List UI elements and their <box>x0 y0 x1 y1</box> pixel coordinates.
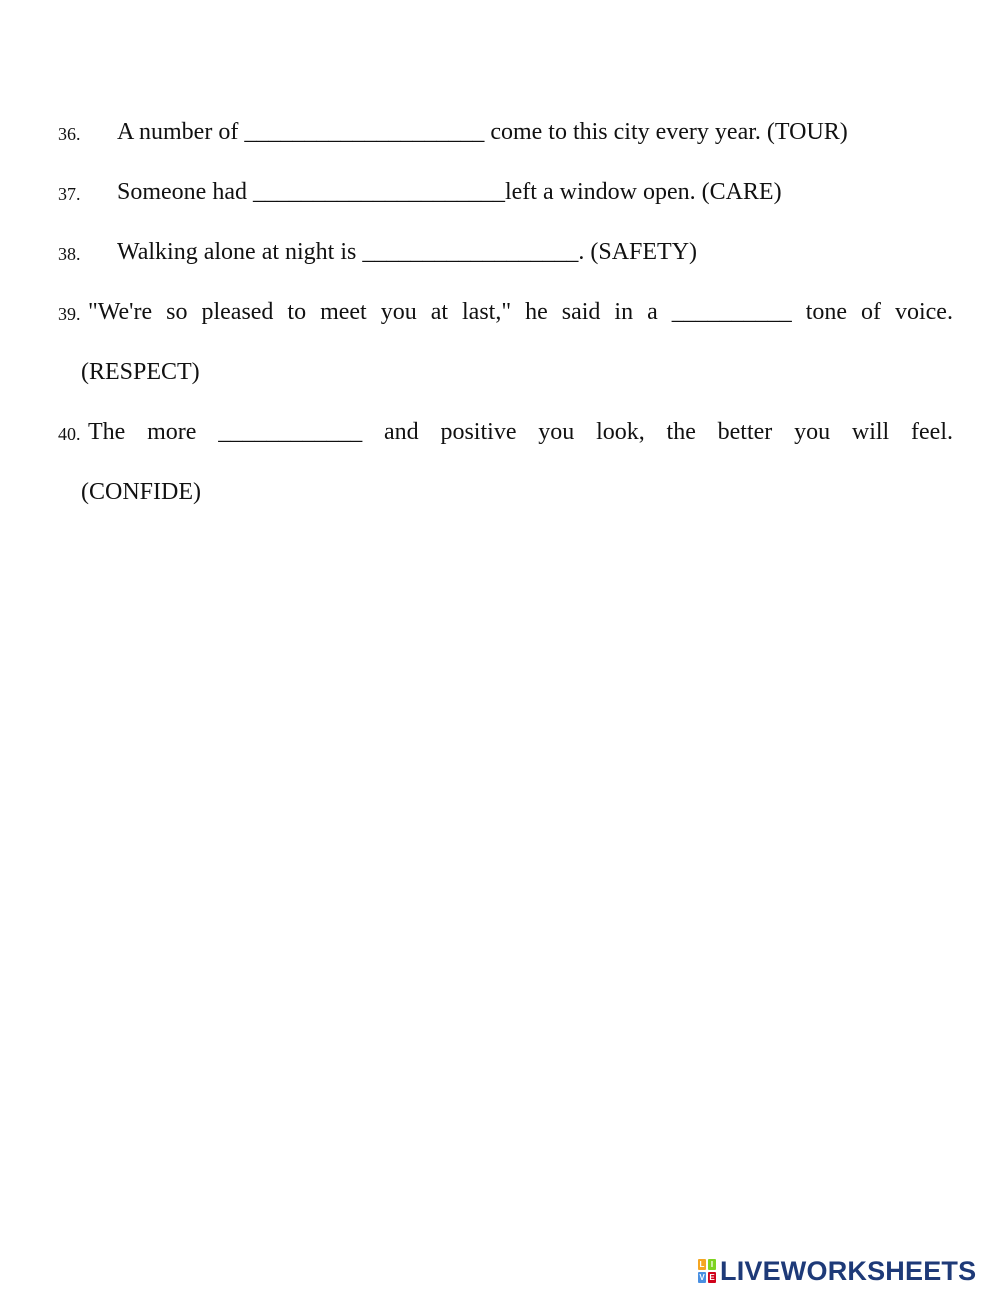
question-number-39: 39. <box>58 304 81 324</box>
word: and <box>384 419 419 445</box>
word: of <box>861 299 881 325</box>
word: look, <box>596 419 645 445</box>
logo-mark-tile: I <box>708 1259 716 1270</box>
word: better <box>717 419 773 445</box>
question-hint-40: (CONFIDE) <box>81 479 201 505</box>
logo-mark-tile: V <box>699 1273 705 1282</box>
question-number-38: 38. <box>58 244 81 264</box>
answer-blank[interactable]: __________ <box>671 299 792 325</box>
question-text-37: Someone had _____________________left a window open. (CARE) <box>117 179 782 205</box>
word: more <box>147 419 197 445</box>
word: The <box>88 419 126 445</box>
word: so <box>166 299 188 325</box>
liveworksheets-logo[interactable] <box>698 1257 976 1285</box>
word: you <box>794 419 831 445</box>
word: meet <box>320 299 367 325</box>
question-text-38: Walking alone at night is __________________. (SAFETY) <box>117 239 698 265</box>
question-text-36: A number of ____________________ come to this city every year. (TOUR) <box>117 119 848 145</box>
question-text-39 <box>88 297 953 327</box>
answer-blank[interactable]: ____________ <box>218 419 363 445</box>
word: in <box>614 299 634 325</box>
word: said <box>561 299 601 325</box>
word: a <box>647 299 658 325</box>
word: tone <box>805 299 848 325</box>
logo-mark-icon <box>698 1259 716 1283</box>
word: voice. <box>894 299 953 325</box>
logo-text: LIVEWORKSHEETS <box>720 1256 977 1286</box>
word: the <box>666 419 696 445</box>
logo-mark-tile: L <box>699 1260 705 1269</box>
word: at <box>430 299 449 325</box>
question-number-36: 36. <box>58 124 81 144</box>
question-text-40 <box>88 417 953 447</box>
word: you <box>538 419 575 445</box>
question-hint-39: (RESPECT) <box>81 359 200 385</box>
word: positive <box>440 419 517 445</box>
logo-mark-tile: E <box>709 1273 715 1282</box>
question-number-37: 37. <box>58 184 81 204</box>
question-number-40: 40. <box>58 424 81 444</box>
word: last," <box>462 299 512 325</box>
word: he <box>525 299 548 325</box>
word: you <box>380 299 417 325</box>
word: will <box>851 419 890 445</box>
word: pleased <box>201 299 274 325</box>
word: to <box>287 299 307 325</box>
word: "We're <box>88 299 153 325</box>
word: feel. <box>911 419 953 445</box>
